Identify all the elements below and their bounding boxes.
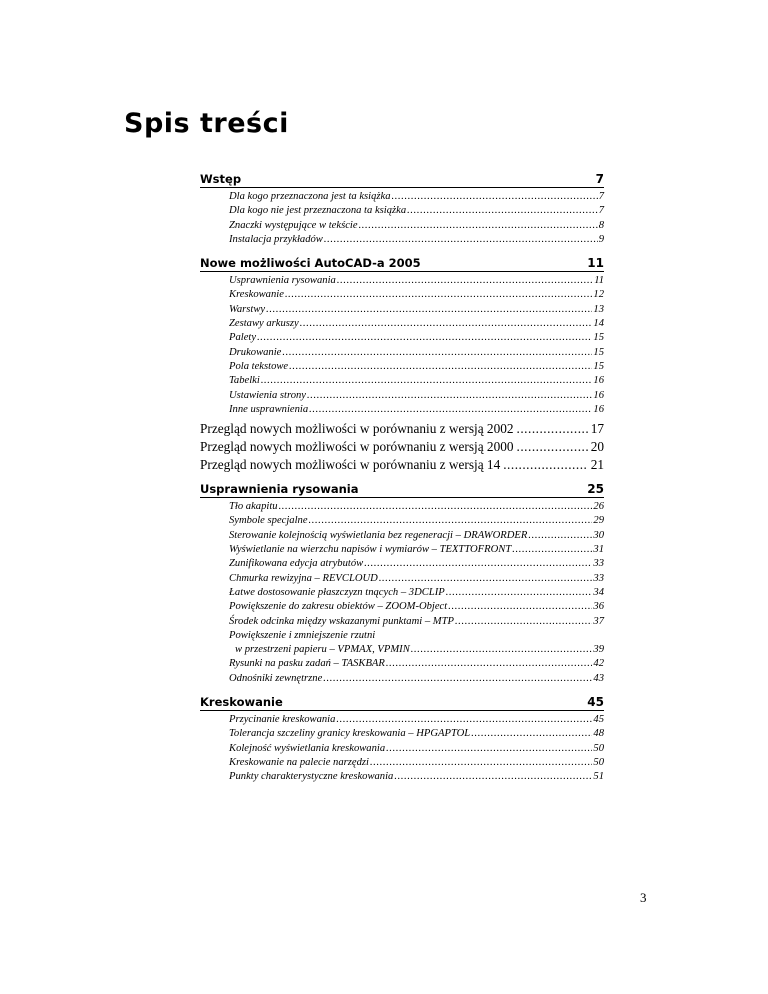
leader-dots — [300, 317, 593, 331]
leader-dots — [446, 586, 593, 600]
leader-dots — [279, 500, 593, 514]
toc-entry — [229, 233, 604, 247]
toc-entry — [229, 389, 604, 403]
chapter-page: 45 — [587, 695, 604, 710]
table-of-contents — [200, 172, 604, 785]
page-title: Spis treści — [124, 108, 289, 139]
entry-page: 33 — [593, 572, 604, 584]
leader-dots — [323, 672, 592, 686]
entry-title: Dla kogo nie jest przeznaczona ta książka — [229, 205, 407, 217]
entry-page: 30 — [593, 529, 604, 541]
entry-page: 42 — [593, 658, 604, 670]
entry-title: Łatwe dostosowanie płaszczyzn tnących – 3DCLIP — [229, 586, 445, 598]
leader-dots — [289, 360, 592, 374]
leader-dots — [512, 543, 592, 557]
entry-title: Kolejność wyświetlania kreskowania — [229, 742, 386, 754]
toc-entry — [229, 629, 604, 658]
entry-title: Tabelki — [229, 375, 260, 387]
entry-title: Wyświetlanie na wierzchu napisów i wymiarów – TEXTTOFRONT — [229, 544, 512, 556]
toc-entry — [229, 586, 604, 600]
entry-title: Przycinanie kreskowania — [229, 714, 336, 726]
entry-page: 31 — [593, 544, 604, 556]
entry-title: Kreskowanie na palecie narzędzi — [229, 756, 369, 768]
toc-section — [200, 456, 604, 474]
toc-entry — [229, 770, 604, 784]
leader-dots — [471, 727, 592, 741]
leader-dots — [386, 657, 593, 671]
leader-dots — [503, 456, 587, 474]
chapter-heading — [200, 695, 604, 711]
entry-title: Tło akapitu — [229, 501, 278, 513]
toc-entry — [229, 403, 604, 417]
entry-page: 13 — [593, 303, 604, 315]
entry-page: 15 — [593, 360, 604, 372]
toc-entry — [229, 274, 604, 288]
entry-page: 8 — [598, 219, 604, 231]
entry-page: 15 — [593, 332, 604, 344]
entry-page: 50 — [593, 742, 604, 754]
leader-dots — [411, 643, 593, 657]
toc-section — [200, 438, 604, 456]
section-title: Przegląd nowych możliwości w porównaniu z wersją 2000 — [200, 439, 514, 455]
entry-page: 16 — [593, 375, 604, 387]
section-page: 17 — [590, 421, 604, 437]
entry-page: 29 — [593, 515, 604, 527]
entry-page: 36 — [593, 601, 604, 613]
section-title: Przegląd nowych możliwości w porównaniu z wersją 2002 — [200, 421, 514, 437]
chapter-heading — [200, 482, 604, 498]
chapter-title: Kreskowanie — [200, 695, 283, 710]
entry-page: 39 — [593, 644, 604, 656]
entry-title: Znaczki występujące w tekście — [229, 219, 358, 231]
entry-page: 7 — [598, 205, 604, 217]
leader-dots — [448, 600, 592, 614]
entry-title: Warstwy — [229, 303, 266, 315]
toc-entry — [229, 346, 604, 360]
leader-dots — [257, 331, 592, 345]
toc-chapter — [200, 695, 604, 784]
chapter-heading — [200, 172, 604, 188]
entry-page: 15 — [593, 346, 604, 358]
entry-title: Symbole specjalne — [229, 515, 308, 527]
chapter-title: Nowe możliwości AutoCAD-a 2005 — [200, 256, 421, 271]
entry-title: Kreskowanie — [229, 289, 284, 301]
entry-title: Usprawnienia rysowania — [229, 275, 336, 287]
entry-page: 50 — [593, 756, 604, 768]
entry-page: 14 — [593, 318, 604, 330]
entry-title: Odnośniki zewnętrzne — [229, 672, 323, 684]
leader-dots — [386, 742, 592, 756]
leader-dots — [517, 438, 588, 456]
chapter-title: Wstęp — [200, 172, 242, 186]
entry-title: Chmurka rewizyjna – REVCLOUD — [229, 572, 378, 584]
entry-title: Dla kogo przeznaczona jest ta książka — [229, 191, 391, 202]
leader-dots — [285, 288, 592, 302]
leader-dots — [309, 514, 593, 528]
leader-dots — [517, 420, 588, 438]
entry-page: 16 — [593, 403, 604, 415]
toc-entry — [229, 572, 604, 586]
section-page: 21 — [590, 457, 604, 473]
chapter-title: Usprawnienia rysowania — [200, 482, 359, 497]
toc-entry — [229, 374, 604, 388]
toc-entry — [229, 360, 604, 374]
entry-title: Rysunki na pasku zadań – TASKBAR — [229, 658, 385, 670]
leader-dots — [455, 615, 592, 629]
leader-dots — [324, 233, 598, 247]
toc-entry — [229, 600, 604, 614]
toc-entry — [229, 514, 604, 528]
chapter-heading — [200, 256, 604, 272]
toc-chapter — [200, 256, 604, 474]
page-number: 3 — [640, 890, 647, 905]
entry-page: 48 — [593, 728, 604, 740]
toc-entry — [229, 672, 604, 686]
toc-entry — [229, 727, 604, 741]
leader-dots — [307, 389, 592, 403]
toc-entry — [229, 615, 604, 629]
leader-dots — [309, 403, 592, 417]
toc-entry — [229, 713, 604, 727]
entry-title: Tolerancja szczeliny granicy kreskowania – HPGAPTOL — [229, 728, 471, 740]
entry-page: 37 — [593, 615, 604, 627]
toc-entry — [229, 303, 604, 317]
entry-title: Drukowanie — [229, 346, 282, 358]
toc-entry — [229, 742, 604, 756]
entry-title: Inne usprawnienia — [229, 403, 309, 415]
toc-entry — [229, 657, 604, 671]
entry-title: Pola tekstowe — [229, 360, 289, 372]
chapter-page: 25 — [587, 482, 604, 497]
leader-dots — [336, 713, 592, 727]
entry-title: Powiększenie i zmniejszenie rzutni — [229, 629, 376, 641]
toc-entry — [229, 317, 604, 331]
chapter-page: 7 — [595, 172, 604, 186]
toc-chapter — [200, 172, 604, 247]
leader-dots — [407, 204, 598, 218]
entry-page: 16 — [593, 389, 604, 401]
entry-title: Środek odcinka między wskazanymi punktami – MTP — [229, 615, 454, 627]
entry-page: 43 — [593, 672, 604, 684]
leader-dots — [528, 529, 592, 543]
leader-dots — [261, 374, 593, 388]
leader-dots — [359, 219, 598, 233]
leader-dots — [394, 770, 592, 784]
leader-dots — [370, 756, 592, 770]
entry-title: Palety — [229, 332, 257, 344]
toc-entry — [229, 756, 604, 770]
entry-page: 7 — [598, 191, 604, 202]
toc-entry — [229, 204, 604, 218]
toc-entry — [229, 331, 604, 345]
toc-entry — [229, 557, 604, 571]
toc-entry — [229, 190, 604, 204]
toc-entry — [229, 500, 604, 514]
toc-chapter — [200, 482, 604, 686]
entry-page: 51 — [593, 771, 604, 783]
leader-dots — [379, 572, 593, 586]
entry-title: Sterowanie kolejnością wyświetlania bez regeneracji – DRAWORDER — [229, 529, 528, 541]
toc-entry — [229, 543, 604, 557]
entry-page: 9 — [598, 233, 604, 245]
entry-title: Punkty charakterystyczne kreskowania — [229, 771, 394, 783]
entry-page: 26 — [593, 501, 604, 513]
toc-entry — [229, 219, 604, 233]
leader-dots — [337, 274, 593, 288]
entry-page: 11 — [594, 275, 604, 287]
entry-title: Zestawy arkuszy — [229, 318, 299, 330]
entry-page: 34 — [593, 586, 604, 598]
leader-dots — [364, 557, 592, 571]
chapter-page: 11 — [587, 256, 604, 271]
entry-page: 45 — [593, 714, 604, 726]
entry-title: Zunifikowana edycja atrybutów — [229, 558, 364, 570]
toc-entry — [229, 288, 604, 302]
entry-title: Ustawienia strony — [229, 389, 307, 401]
entry-page: 12 — [593, 289, 604, 301]
entry-title: Instalacja przykładów — [229, 233, 323, 245]
entry-page: 33 — [593, 558, 604, 570]
leader-dots — [392, 190, 598, 204]
leader-dots — [266, 303, 592, 317]
leader-dots — [282, 346, 592, 360]
section-title: Przegląd nowych możliwości w porównaniu z wersją 14 — [200, 457, 501, 473]
entry-title-continued: w przestrzeni papieru – VPMAX, VPMIN — [235, 644, 410, 656]
toc-entry — [229, 529, 604, 543]
section-page: 20 — [590, 439, 604, 455]
toc-section — [200, 420, 604, 438]
entry-title: Powiększenie do zakresu obiektów – ZOOM-Object — [229, 601, 448, 613]
